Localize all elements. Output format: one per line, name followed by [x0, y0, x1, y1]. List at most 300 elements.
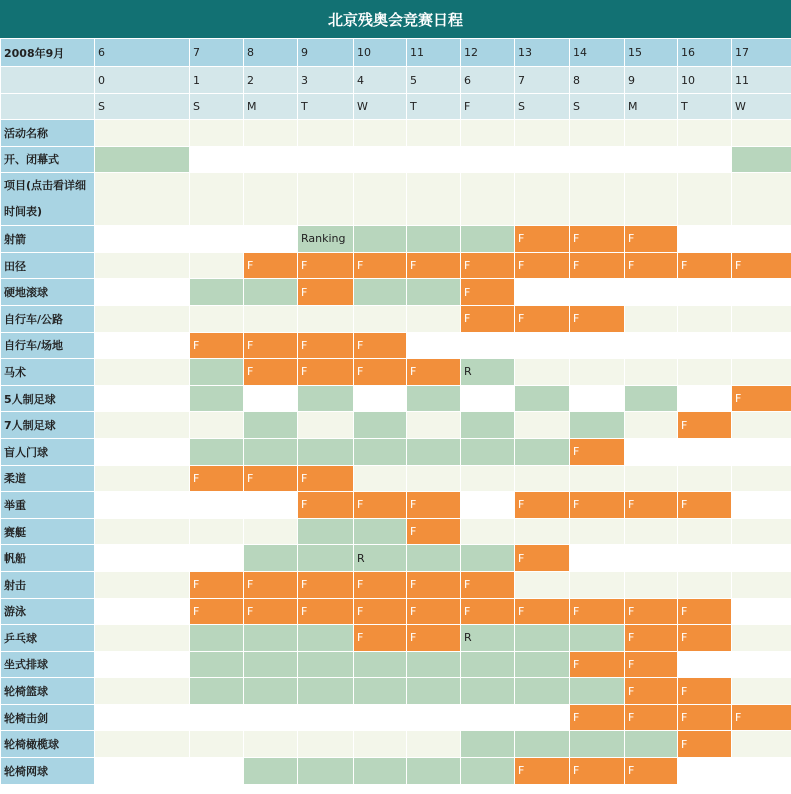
event-row — [1, 678, 791, 705]
schedule-cell — [190, 359, 244, 386]
schedule-cell — [95, 518, 190, 545]
schedule-cell — [190, 571, 244, 598]
final-mark: F — [518, 604, 525, 618]
schedule-cell — [732, 385, 791, 412]
day-number-cell: 6 — [461, 67, 515, 94]
schedule-cell — [298, 545, 354, 572]
schedule-cell — [461, 305, 515, 332]
event-label[interactable]: 帆船 — [1, 545, 95, 572]
event-label[interactable]: 5人制足球 — [1, 385, 95, 412]
schedule-cell — [515, 545, 570, 572]
schedule-cell — [244, 173, 298, 226]
schedule-cell — [354, 305, 407, 332]
final-mark: F — [247, 365, 254, 379]
schedule-cell — [298, 252, 354, 279]
schedule-cell — [190, 704, 244, 731]
schedule-cell — [354, 518, 407, 545]
event-label[interactable]: 田径 — [1, 252, 95, 279]
schedule-cell — [461, 226, 515, 253]
schedule-cell — [461, 279, 515, 306]
schedule-cell — [244, 252, 298, 279]
event-row — [1, 146, 791, 173]
schedule-cell — [732, 359, 791, 386]
schedule-cell — [625, 545, 678, 572]
schedule-cell — [625, 359, 678, 386]
final-mark: F — [681, 737, 688, 751]
schedule-cell — [95, 598, 190, 625]
schedule-cell — [515, 385, 570, 412]
final-mark: F — [628, 711, 635, 725]
schedule-cell — [407, 518, 461, 545]
schedule-cell — [95, 146, 190, 173]
schedule-cell — [461, 173, 515, 226]
schedule-cell — [354, 226, 407, 253]
schedule-cell — [732, 438, 791, 465]
schedule-cell — [570, 625, 625, 652]
event-row — [1, 465, 791, 492]
schedule-cell — [407, 571, 461, 598]
schedule-cell — [625, 412, 678, 439]
schedule-cell — [515, 120, 570, 147]
final-mark: F — [681, 684, 688, 698]
ranking-mark: Ranking — [301, 232, 346, 246]
schedule-cell — [190, 332, 244, 359]
schedule-cell — [407, 385, 461, 412]
schedule-cell — [354, 651, 407, 678]
event-row — [1, 704, 791, 731]
schedule-cell — [298, 704, 354, 731]
final-mark: F — [410, 578, 417, 592]
event-row — [1, 305, 791, 332]
schedule-cell — [298, 332, 354, 359]
schedule-cell — [190, 385, 244, 412]
schedule-cell — [95, 120, 190, 147]
schedule-cell — [244, 571, 298, 598]
final-mark: F — [573, 232, 580, 246]
schedule-cell — [244, 385, 298, 412]
schedule-cell — [570, 146, 625, 173]
final-mark: F — [573, 445, 580, 459]
schedule-cell — [244, 678, 298, 705]
schedule-table — [0, 38, 791, 785]
final-mark: F — [247, 471, 254, 485]
schedule-cell — [244, 731, 298, 758]
day-number-cell: 1 — [190, 67, 244, 94]
schedule-cell — [570, 678, 625, 705]
weekday-cell: T — [407, 94, 461, 120]
schedule-cell — [678, 731, 732, 758]
schedule-cell — [298, 465, 354, 492]
schedule-cell — [95, 758, 190, 785]
final-mark: F — [357, 578, 364, 592]
schedule-cell — [244, 545, 298, 572]
schedule-cell — [407, 545, 461, 572]
schedule-cell — [570, 173, 625, 226]
schedule-cell — [354, 146, 407, 173]
schedule-cell — [354, 731, 407, 758]
final-mark: F — [410, 525, 417, 539]
schedule-cell — [298, 120, 354, 147]
schedule-cell — [461, 758, 515, 785]
schedule-cell — [354, 385, 407, 412]
schedule-cell — [570, 492, 625, 519]
schedule-cell — [298, 571, 354, 598]
schedule-cell — [461, 678, 515, 705]
schedule-cell — [515, 518, 570, 545]
date-cell: 16 — [678, 39, 732, 67]
schedule-cell — [625, 146, 678, 173]
schedule-cell — [407, 651, 461, 678]
schedule-cell — [244, 758, 298, 785]
schedule-cell — [515, 305, 570, 332]
day-number-cell: 10 — [678, 67, 732, 94]
schedule-cell — [244, 305, 298, 332]
schedule-cell — [190, 252, 244, 279]
event-row — [1, 545, 791, 572]
final-mark: F — [301, 338, 308, 352]
schedule-cell — [732, 545, 791, 572]
schedule-cell — [354, 598, 407, 625]
final-mark: F — [357, 365, 364, 379]
schedule-cell — [244, 598, 298, 625]
schedule-cell — [190, 173, 244, 226]
schedule-cell — [407, 678, 461, 705]
schedule-cell — [298, 731, 354, 758]
final-mark: F — [247, 259, 254, 273]
schedule-cell — [95, 385, 190, 412]
final-mark: F — [628, 498, 635, 512]
weekday-cell: T — [678, 94, 732, 120]
event-row — [1, 518, 791, 545]
schedule-cell — [570, 252, 625, 279]
schedule-cell — [461, 359, 515, 386]
schedule-cell — [570, 571, 625, 598]
weekday-cell: T — [298, 94, 354, 120]
final-mark: F — [628, 657, 635, 671]
schedule-cell — [678, 598, 732, 625]
event-row — [1, 625, 791, 652]
event-row — [1, 332, 791, 359]
schedule-cell — [95, 704, 190, 731]
schedule-cell — [354, 625, 407, 652]
schedule-cell — [570, 438, 625, 465]
final-mark: F — [410, 498, 417, 512]
schedule-cell — [678, 678, 732, 705]
schedule-cell — [625, 678, 678, 705]
schedule-cell — [95, 545, 190, 572]
schedule-cell — [407, 279, 461, 306]
schedule-cell — [515, 758, 570, 785]
schedule-cell — [515, 252, 570, 279]
event-label[interactable]: 自行车/公路 — [1, 305, 95, 332]
schedule-cell — [678, 758, 732, 785]
schedule-cell — [678, 465, 732, 492]
schedule-cell — [407, 412, 461, 439]
schedule-cell — [678, 173, 732, 226]
event-row — [1, 598, 791, 625]
weekday-cell: S — [190, 94, 244, 120]
schedule-cell — [732, 492, 791, 519]
schedule-cell — [678, 412, 732, 439]
schedule-cell — [732, 279, 791, 306]
event-label[interactable]: 举重 — [1, 492, 95, 519]
schedule-cell — [298, 758, 354, 785]
schedule-cell — [461, 438, 515, 465]
schedule-cell — [461, 412, 515, 439]
weekday-cell: S — [95, 94, 190, 120]
final-mark: F — [681, 498, 688, 512]
schedule-cell — [678, 385, 732, 412]
schedule-cell — [625, 173, 678, 226]
schedule-cell — [244, 332, 298, 359]
schedule-cell — [407, 359, 461, 386]
schedule-cell — [678, 518, 732, 545]
final-mark: F — [247, 338, 254, 352]
schedule-cell — [95, 173, 190, 226]
event-row — [1, 120, 791, 147]
schedule-cell — [298, 173, 354, 226]
schedule-cell — [190, 120, 244, 147]
event-label[interactable]: 射箭 — [1, 226, 95, 253]
schedule-cell — [732, 598, 791, 625]
event-label[interactable]: 游泳 — [1, 598, 95, 625]
schedule-cell — [625, 226, 678, 253]
schedule-cell — [625, 598, 678, 625]
day-number-cell: 8 — [570, 67, 625, 94]
event-label[interactable]: 射击 — [1, 571, 95, 598]
schedule-cell — [678, 571, 732, 598]
final-mark: F — [628, 232, 635, 246]
final-mark: F — [573, 312, 580, 326]
event-label[interactable]: 柔道 — [1, 465, 95, 492]
schedule-cell — [95, 412, 190, 439]
final-mark: F — [301, 471, 308, 485]
schedule-cell — [515, 226, 570, 253]
final-mark: F — [518, 551, 525, 565]
schedule-cell — [407, 173, 461, 226]
schedule-cell — [461, 146, 515, 173]
date-cell: 10 — [354, 39, 407, 67]
schedule-cell — [95, 625, 190, 652]
schedule-cell — [461, 385, 515, 412]
schedule-cell — [354, 120, 407, 147]
final-mark: F — [410, 631, 417, 645]
schedule-cell — [298, 625, 354, 652]
event-label[interactable]: 坐式排球 — [1, 651, 95, 678]
schedule-cell — [190, 226, 244, 253]
event-row — [1, 173, 791, 226]
schedule-cell — [625, 704, 678, 731]
schedule-cell — [244, 492, 298, 519]
event-label[interactable]: 轮椅篮球 — [1, 678, 95, 705]
schedule-cell — [354, 412, 407, 439]
schedule-cell — [407, 146, 461, 173]
schedule-cell — [190, 305, 244, 332]
day-number-cell: 3 — [298, 67, 354, 94]
schedule-cell — [95, 332, 190, 359]
schedule-cell — [625, 625, 678, 652]
schedule-cell — [515, 571, 570, 598]
schedule-cell — [354, 465, 407, 492]
event-label[interactable]: 轮椅网球 — [1, 758, 95, 785]
date-cell: 7 — [190, 39, 244, 67]
event-label[interactable]: 项目(点击看详细时间表) — [1, 173, 95, 226]
event-label[interactable]: 开、闭幕式 — [1, 146, 95, 173]
schedule-cell — [515, 173, 570, 226]
event-label[interactable]: 自行车/场地 — [1, 332, 95, 359]
date-cell: 8 — [244, 39, 298, 67]
final-mark: F — [681, 604, 688, 618]
final-mark: F — [628, 631, 635, 645]
schedule-cell — [354, 704, 407, 731]
final-mark: F — [410, 365, 417, 379]
final-mark: F — [193, 578, 200, 592]
schedule-cell — [625, 120, 678, 147]
schedule-cell — [298, 305, 354, 332]
final-mark: F — [357, 498, 364, 512]
final-mark: F — [518, 259, 525, 273]
schedule-cell — [354, 279, 407, 306]
event-label[interactable]: 轮椅橄榄球 — [1, 731, 95, 758]
schedule-cell — [678, 651, 732, 678]
schedule-cell — [678, 120, 732, 147]
final-mark: F — [301, 578, 308, 592]
schedule-cell — [190, 438, 244, 465]
schedule-cell — [298, 385, 354, 412]
schedule-cell — [678, 704, 732, 731]
day-number-cell: 9 — [625, 67, 678, 94]
schedule-cell — [298, 146, 354, 173]
round-mark: R — [464, 631, 472, 645]
schedule-cell — [678, 252, 732, 279]
day-number-cell: 11 — [732, 67, 791, 94]
schedule-cell — [298, 438, 354, 465]
schedule-cell — [625, 465, 678, 492]
schedule-cell — [732, 571, 791, 598]
final-mark: F — [357, 259, 364, 273]
schedule-cell — [570, 359, 625, 386]
event-row — [1, 385, 791, 412]
schedule-cell — [678, 279, 732, 306]
final-mark: F — [357, 338, 364, 352]
schedule-cell — [407, 758, 461, 785]
event-label[interactable]: 活动名称 — [1, 120, 95, 147]
final-mark: F — [464, 604, 471, 618]
schedule-cell — [298, 518, 354, 545]
schedule-cell — [732, 651, 791, 678]
schedule-cell — [570, 758, 625, 785]
schedule-cell — [625, 518, 678, 545]
schedule-cell — [298, 678, 354, 705]
date-cell: 6 — [95, 39, 190, 67]
schedule-cell — [625, 651, 678, 678]
final-mark: F — [573, 711, 580, 725]
event-label[interactable]: 赛艇 — [1, 518, 95, 545]
event-label[interactable]: 硬地滚球 — [1, 279, 95, 306]
schedule-cell — [461, 651, 515, 678]
schedule-cell — [570, 279, 625, 306]
schedule-cell — [515, 731, 570, 758]
header-row-dates — [1, 39, 791, 67]
schedule-cell — [515, 678, 570, 705]
schedule-cell — [732, 226, 791, 253]
schedule-cell — [732, 465, 791, 492]
schedule-cell — [732, 731, 791, 758]
event-label[interactable]: 轮椅击剑 — [1, 704, 95, 731]
schedule-cell — [570, 412, 625, 439]
schedule-cell — [407, 305, 461, 332]
final-mark: F — [518, 764, 525, 778]
schedule-cell — [244, 625, 298, 652]
schedule-cell — [570, 226, 625, 253]
event-label[interactable]: 盲人门球 — [1, 438, 95, 465]
schedule-cell — [95, 252, 190, 279]
final-mark: F — [681, 711, 688, 725]
final-mark: F — [357, 604, 364, 618]
schedule-cell — [570, 545, 625, 572]
event-label[interactable]: 7人制足球 — [1, 412, 95, 439]
schedule-cell — [732, 146, 791, 173]
schedule-cell — [678, 545, 732, 572]
schedule-cell — [95, 359, 190, 386]
page-title: 北京残奥会竞赛日程 — [0, 0, 791, 38]
schedule-cell — [407, 332, 461, 359]
weekday-cell: W — [354, 94, 407, 120]
final-mark: F — [301, 259, 308, 273]
schedule-cell — [461, 545, 515, 572]
final-mark: F — [628, 604, 635, 618]
final-mark: F — [301, 604, 308, 618]
schedule-cell — [95, 465, 190, 492]
schedule-cell — [190, 545, 244, 572]
schedule-cell — [354, 359, 407, 386]
schedule-cell — [515, 465, 570, 492]
weekday-cell: M — [625, 94, 678, 120]
schedule-cell — [570, 332, 625, 359]
schedule-cell — [570, 731, 625, 758]
schedule-cell — [732, 704, 791, 731]
schedule-cell — [515, 332, 570, 359]
event-row — [1, 571, 791, 598]
final-mark: F — [357, 631, 364, 645]
date-cell: 13 — [515, 39, 570, 67]
schedule-cell — [570, 465, 625, 492]
schedule-cell — [95, 279, 190, 306]
schedule-cell — [678, 146, 732, 173]
final-mark: F — [628, 259, 635, 273]
weekday-cell: W — [732, 94, 791, 120]
schedule-cell — [407, 120, 461, 147]
event-label[interactable]: 马术 — [1, 359, 95, 386]
schedule-cell — [732, 412, 791, 439]
schedule-cell — [298, 492, 354, 519]
schedule-cell — [244, 146, 298, 173]
date-cell: 14 — [570, 39, 625, 67]
schedule-cell — [244, 518, 298, 545]
schedule-cell — [515, 704, 570, 731]
schedule-cell — [244, 120, 298, 147]
final-mark: F — [628, 684, 635, 698]
schedule-cell — [244, 226, 298, 253]
header-spacer — [1, 94, 95, 120]
event-label[interactable]: 乒乓球 — [1, 625, 95, 652]
schedule-cell — [461, 120, 515, 147]
header-row-weekdays — [1, 94, 791, 120]
schedule-cell — [461, 625, 515, 652]
final-mark: F — [410, 604, 417, 618]
schedule-cell — [407, 598, 461, 625]
schedule-cell — [515, 412, 570, 439]
